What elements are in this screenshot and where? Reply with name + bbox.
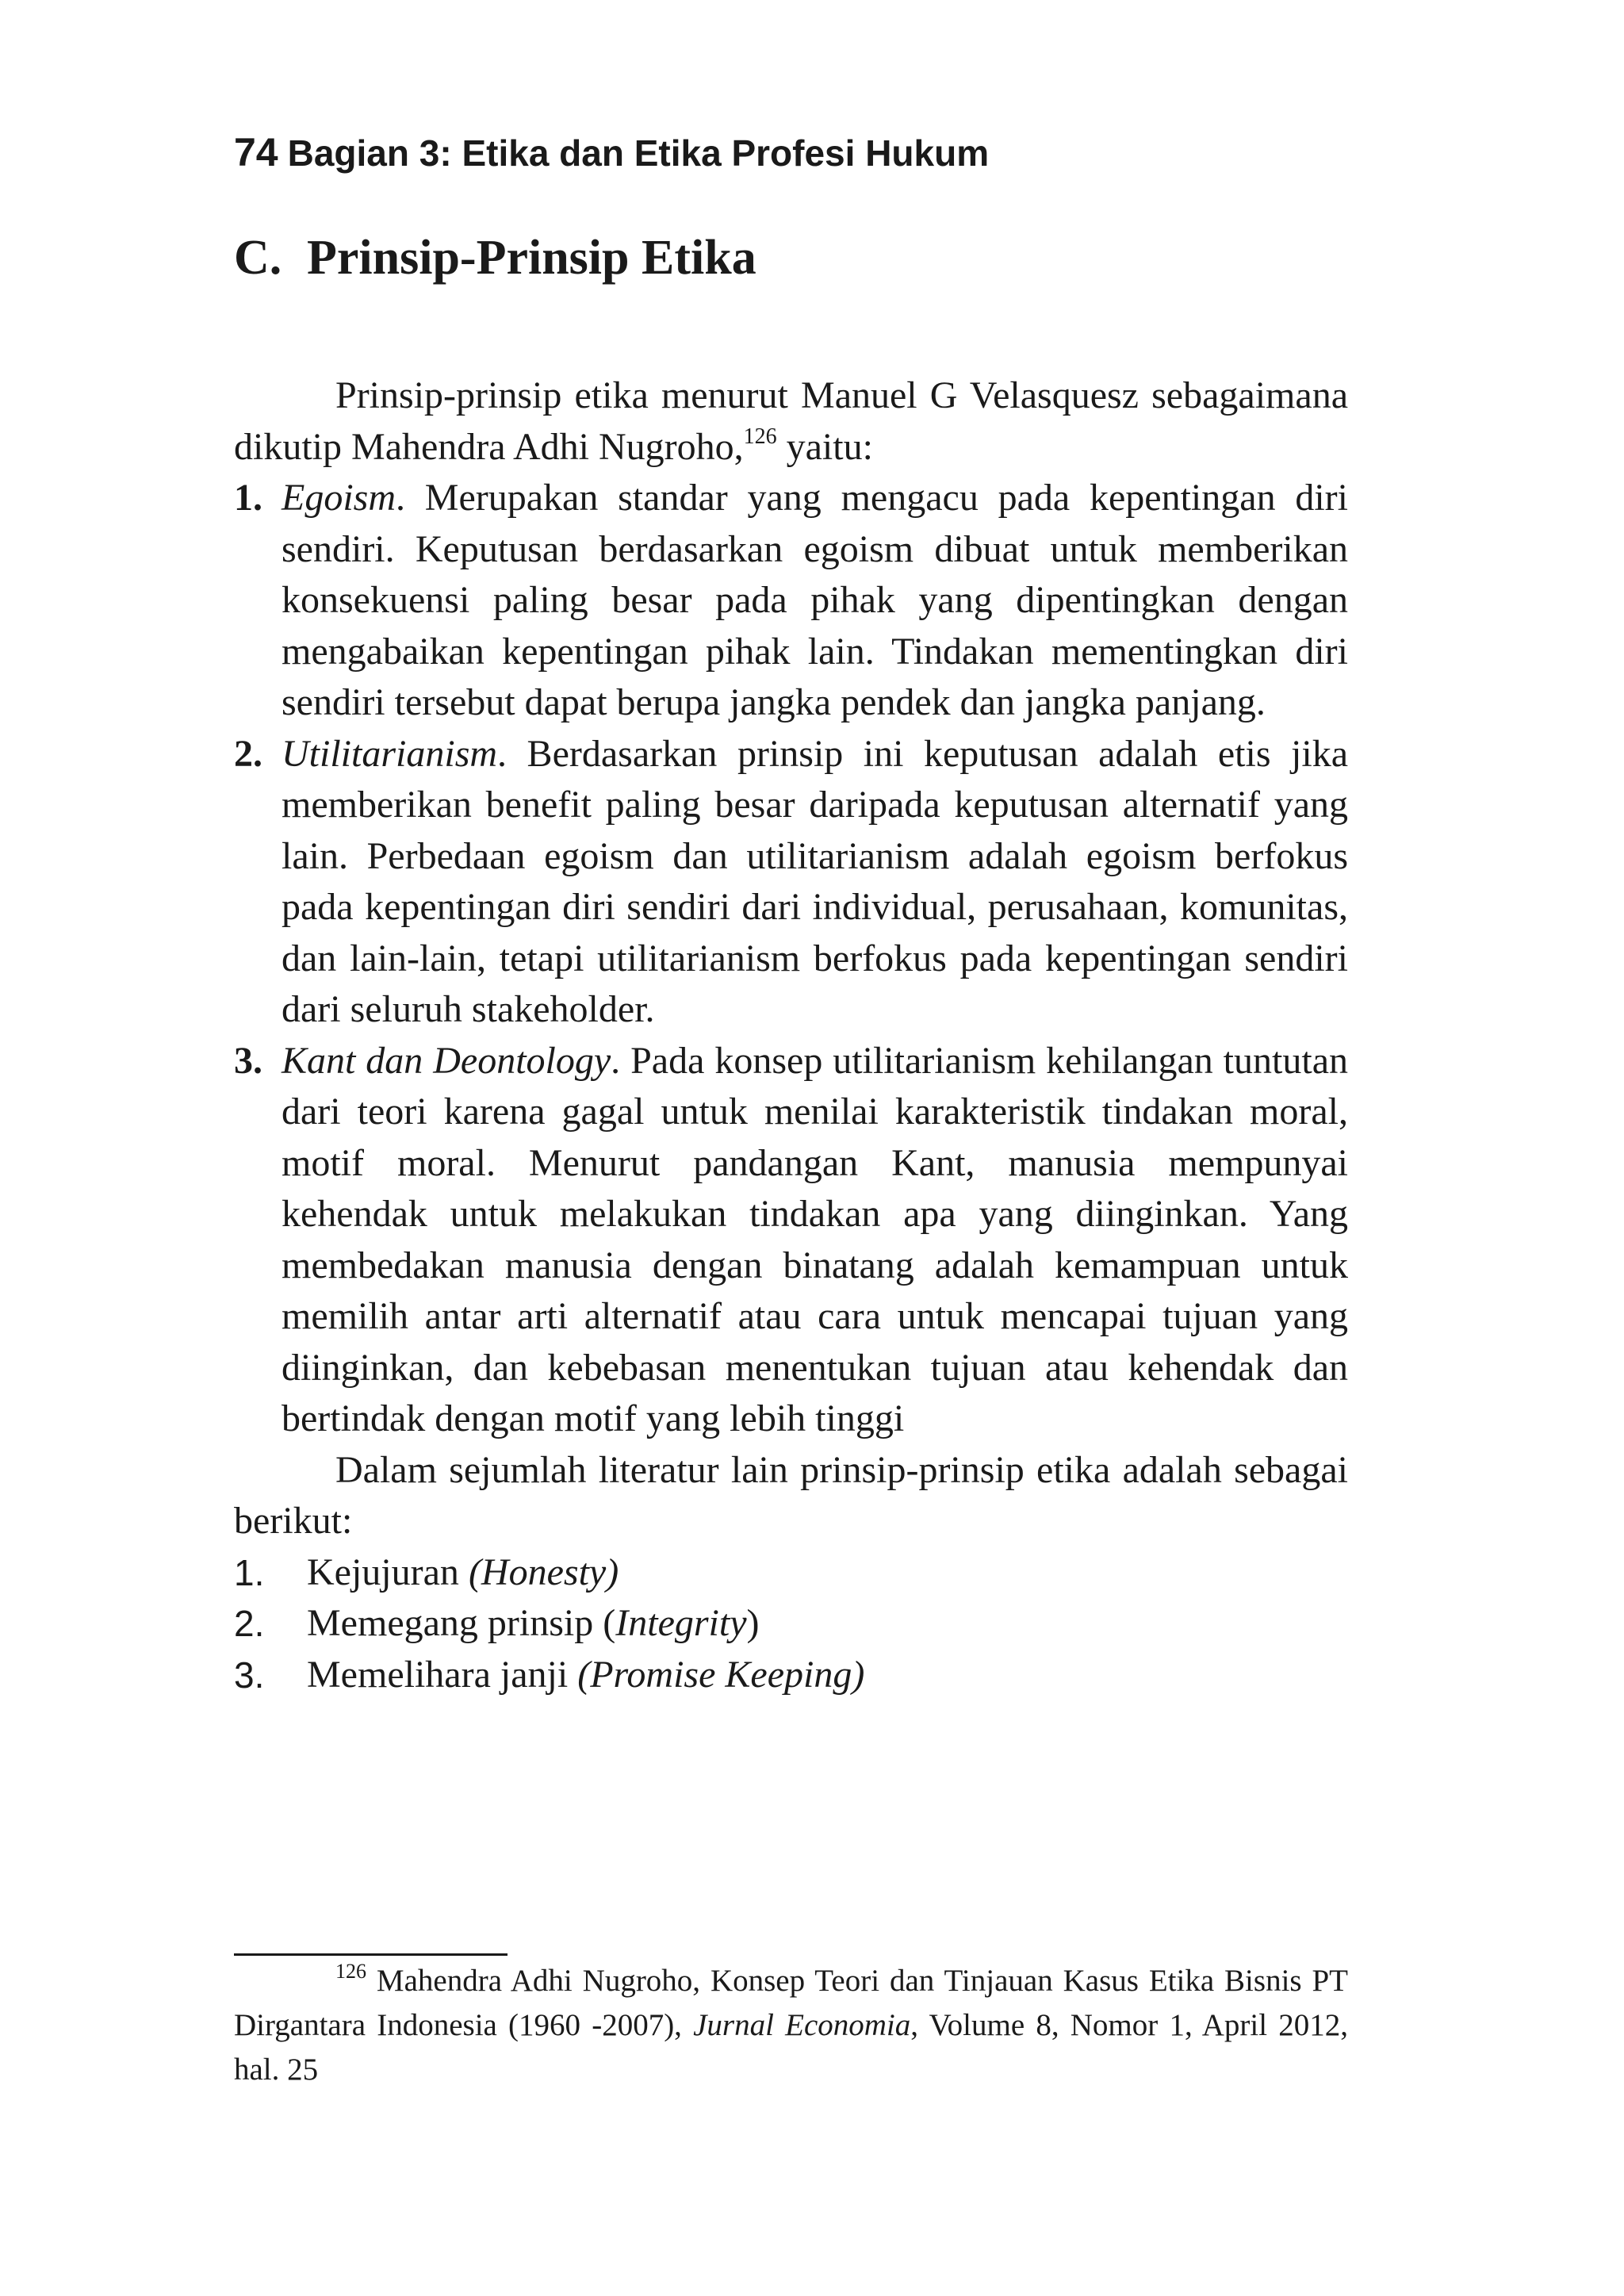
footnote [234, 1959, 1348, 2092]
running-title: Bagian 3: Etika dan Etika Profesi Hukum [287, 132, 990, 174]
main-text [234, 370, 1348, 1700]
footnote-text-end: , Volume 8, Nomor 1, April 2012, hal. 25 [234, 2008, 1348, 2087]
section-letter: C. [234, 231, 282, 285]
section-title: Prinsip-Prinsip Etika [307, 231, 756, 285]
principle-item [234, 729, 1348, 1036]
principle-text: . Pada konsep utilitarianism kehilangan tuntutan dari teori karena gagal untuk menilai karakteristik tindakan moral, motif moral. Menurut pandangan Kant, manusia mempunyai kehendak untuk melakukan tindakan apa yang diinginkan. Yang membedakan manusia dengan binatang adalah kemampuan untuk memilih antar arti alternatif atau cara untuk mencapai tujuan yang diinginkan, dan kebebasan menentukan tujuan atau kehendak dan bertindak dengan motif yang lebih tinggi [282, 1039, 1348, 1439]
page-number: 74 [234, 130, 278, 174]
footnote-reference: 126 [743, 424, 777, 449]
principle-term: Egoism [282, 477, 396, 519]
literature-item [234, 1547, 1348, 1599]
literature-label: Memelihara janji [307, 1653, 578, 1696]
literature-label: Kejujuran [307, 1550, 469, 1593]
principle-number: 2. [234, 732, 262, 775]
principle-number: 3. [234, 1039, 262, 1082]
literature-paragraph: Dalam sejumlah literatur lain prinsip-prinsip etika adalah sebagai berikut: [234, 1448, 1348, 1542]
footnote-journal: Jurnal Economia [693, 2008, 911, 2042]
literature-term: (Honesty) [468, 1550, 619, 1593]
literature-number: 2. [234, 1603, 265, 1644]
section-heading [234, 226, 756, 289]
literature-item: 2. Memegang prinsip (Integrity) [234, 1598, 1348, 1650]
principle-item [234, 473, 1348, 729]
principles-list [234, 473, 1348, 1445]
literature-list [234, 1547, 1348, 1701]
intro-paragraph [234, 370, 1348, 473]
literature-item [234, 1650, 1348, 1701]
footnote-text: Mahendra Adhi Nugroho, Konsep Teori dan Tinjauan Kasus Etika Bisnis PT Dirgantara Indonesia (1960 -2007), [234, 1964, 1348, 2042]
footnote-number: 126 [335, 1960, 366, 1983]
intro-text-end: yaitu: [776, 425, 873, 468]
footnote-divider [234, 1953, 508, 1956]
literature-term: (Promise Keeping) [577, 1653, 865, 1696]
literature-term: Integrity [615, 1602, 747, 1644]
principle-item [234, 1036, 1348, 1445]
principle-text: . Berdasarkan prinsip ini keputusan adalah etis jika memberikan benefit paling besar daripada keputusan alternatif yang lain. Perbedaan egoism dan utilitarianism adalah egoism berfokus pada kepentingan diri sendiri dari individual, perusahaan, komunitas, dan lain-lain, tetapi utilitarianism berfokus pada kepentingan sendiri dari seluruh stakeholder. [282, 732, 1348, 1030]
literature-number: 3. [234, 1654, 265, 1696]
principle-term: Kant dan Deontology [282, 1039, 611, 1082]
literature-label: Memegang prinsip [307, 1602, 603, 1644]
principle-text: . Merupakan standar yang mengacu pada kepentingan diri sendiri. Keputusan berdasarkan egoism dibuat untuk memberikan konsekuensi paling besar pada pihak yang dipentingkan dengan mengabaikan kepentingan pihak lain. Tindakan mementingkan diri sendiri tersebut dapat berupa jangka pendek dan jangka panjang. [282, 477, 1348, 723]
literature-number: 1. [234, 1551, 265, 1593]
intro-text: Prinsip-prinsip etika menurut Manuel G Velasquesz sebagaimana dikutip Mahendra Adhi Nugroho, [234, 374, 1348, 468]
principle-term: Utilitarianism [282, 732, 498, 775]
running-header [234, 127, 989, 178]
principle-number: 1. [234, 477, 262, 519]
